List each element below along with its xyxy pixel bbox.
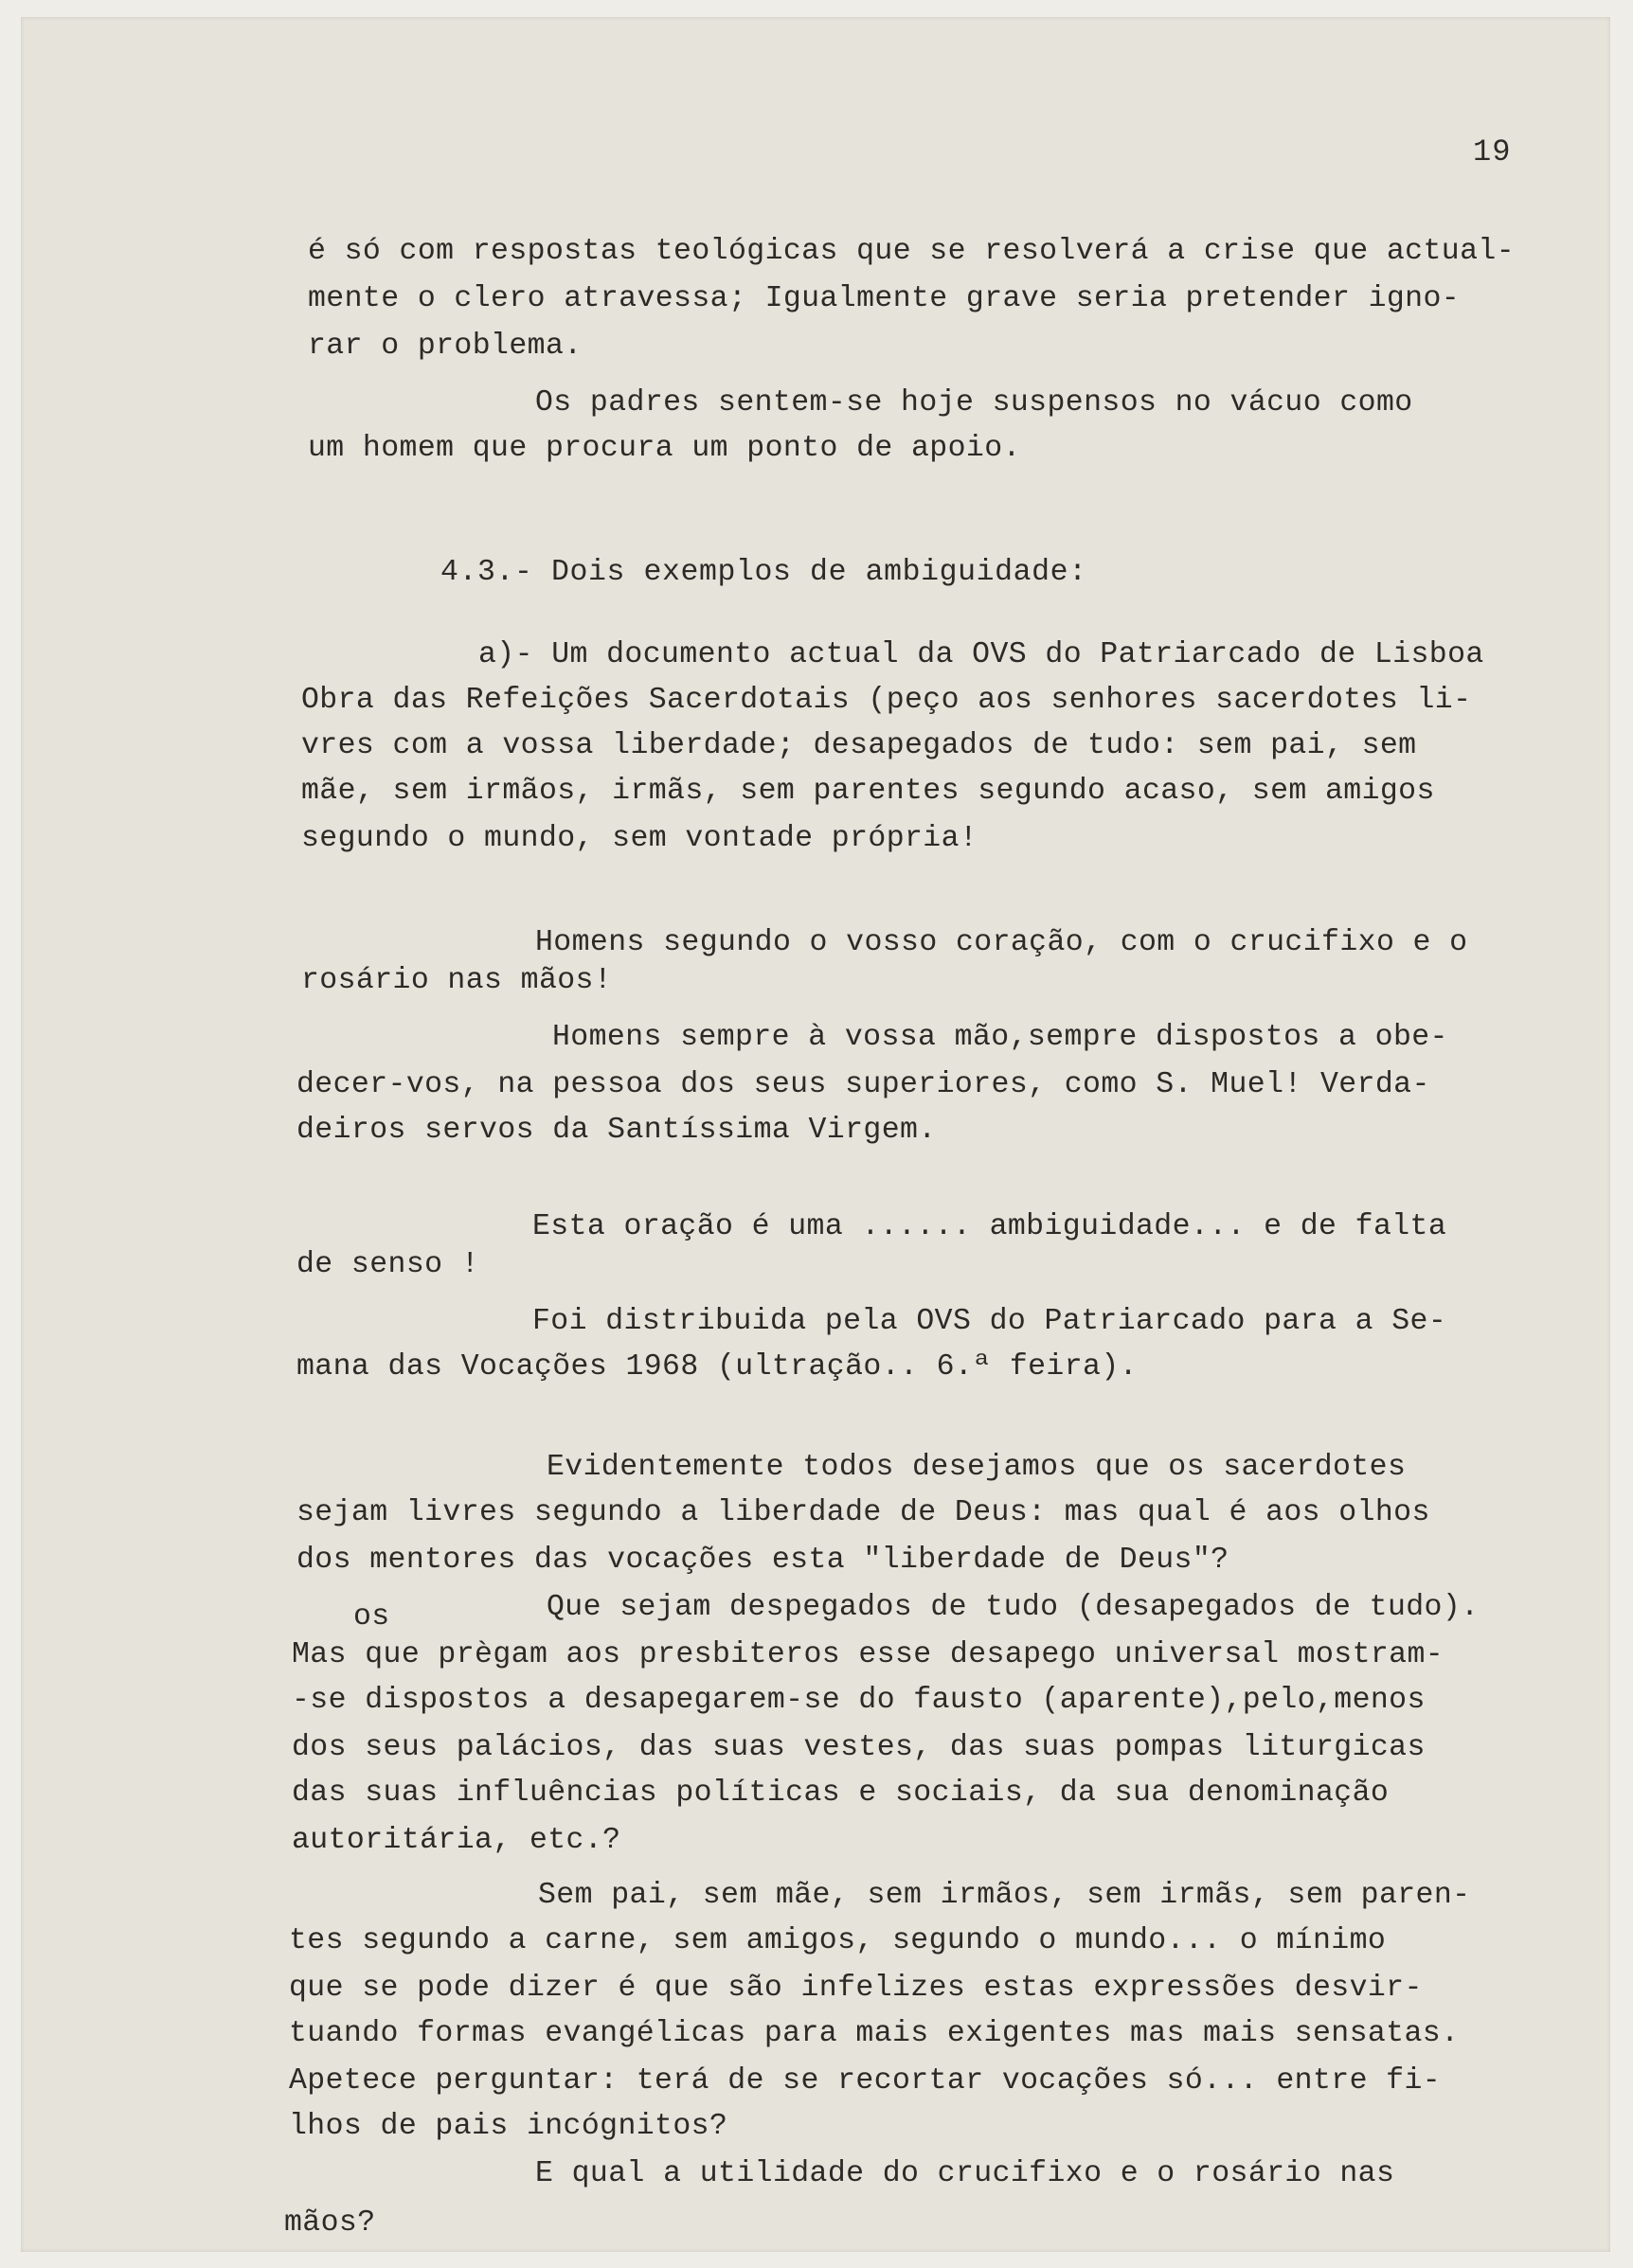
- text-line: que se pode dizer é que são infelizes estas expressões desvir-: [289, 1972, 1423, 2005]
- text-line: tuando formas evangélicas para mais exigentes mas mais sensatas.: [289, 2017, 1460, 2050]
- text-line: E qual a utilidade do crucifixo e o rosário nas: [535, 2157, 1395, 2190]
- text-line: dos seus palácios, das suas vestes, das suas pompas liturgicas: [292, 1731, 1426, 1764]
- text-line: lhos de pais incógnitos?: [289, 2110, 728, 2143]
- text-line: Foi distribuida pela OVS do Patriarcado para a Se-: [532, 1305, 1447, 1338]
- text-line: segundo o mundo, sem vontade própria!: [301, 822, 978, 855]
- text-line: tes segundo a carne, sem amigos, segundo o mundo... o mínimo: [289, 1924, 1387, 1957]
- text-line: Os padres sentem-se hoje suspensos no vácuo como: [535, 386, 1413, 420]
- section-heading: 4.3.- Dois exemplos de ambiguidade:: [440, 556, 1087, 589]
- text-line: -se dispostos a desapegarem-se do fausto (aparente),pelo,menos: [292, 1684, 1426, 1717]
- text-line: é só com respostas teológicas que se resolverá a crise que actual-: [308, 235, 1516, 268]
- text-line: autoritária, etc.?: [292, 1824, 621, 1857]
- text-line: um homem que procura um ponto de apoio.: [308, 432, 1021, 465]
- text-line: Apetece perguntar: terá de se recortar vocações só... entre fi-: [289, 2064, 1442, 2098]
- margin-note: os: [353, 1600, 390, 1634]
- text-line: Homens segundo o vosso coração, com o crucifixo e o: [535, 926, 1468, 959]
- text-line: decer-vos, na pessoa dos seus superiores, como S. Muel! Verda-: [296, 1068, 1430, 1101]
- text-line: Homens sempre à vossa mão,sempre dispostos a obe-: [552, 1021, 1448, 1054]
- text-line: rosário nas mãos!: [301, 964, 613, 997]
- text-line: mana das Vocações 1968 (ultração.. 6.ª feira).: [296, 1350, 1138, 1384]
- text-line: Esta oração é uma ...... ambiguidade... e de falta: [532, 1210, 1447, 1243]
- text-line: Que sejam despegados de tudo (desapegados de tudo).: [547, 1591, 1480, 1624]
- text-line: de senso !: [296, 1248, 480, 1281]
- text-line: deiros servos da Santíssima Virgem.: [296, 1114, 937, 1147]
- text-line: mãe, sem irmãos, irmãs, sem parentes segundo acaso, sem amigos: [301, 775, 1435, 808]
- text-line: a)- Um documento actual da OVS do Patriarcado de Lisboa: [478, 638, 1484, 671]
- text-line: rar o problema.: [308, 330, 583, 363]
- text-line: Sem pai, sem mãe, sem irmãos, sem irmãs, sem paren-: [538, 1879, 1471, 1912]
- text-line: das suas influências políticas e sociais, da sua denominação: [292, 1777, 1390, 1810]
- text-line: dos mentores das vocações esta "liberdade de Deus"?: [296, 1544, 1229, 1577]
- text-line: Mas que prègam aos presbiteros esse desapego universal mostram-: [292, 1638, 1445, 1671]
- text-line: sejam livres segundo a liberdade de Deus: mas qual é aos olhos: [296, 1496, 1430, 1529]
- text-line: mãos?: [284, 2206, 376, 2240]
- text-line: vres com a vossa liberdade; desapegados de tudo: sem pai, sem: [301, 729, 1417, 762]
- text-line: Evidentemente todos desejamos que os sacerdotes: [547, 1451, 1407, 1484]
- page-number: 19: [1473, 134, 1512, 170]
- text-line: Obra das Refeições Sacerdotais (peço aos senhores sacerdotes li-: [301, 684, 1472, 717]
- text-line: mente o clero atravessa; Igualmente grave seria pretender igno-: [308, 282, 1461, 315]
